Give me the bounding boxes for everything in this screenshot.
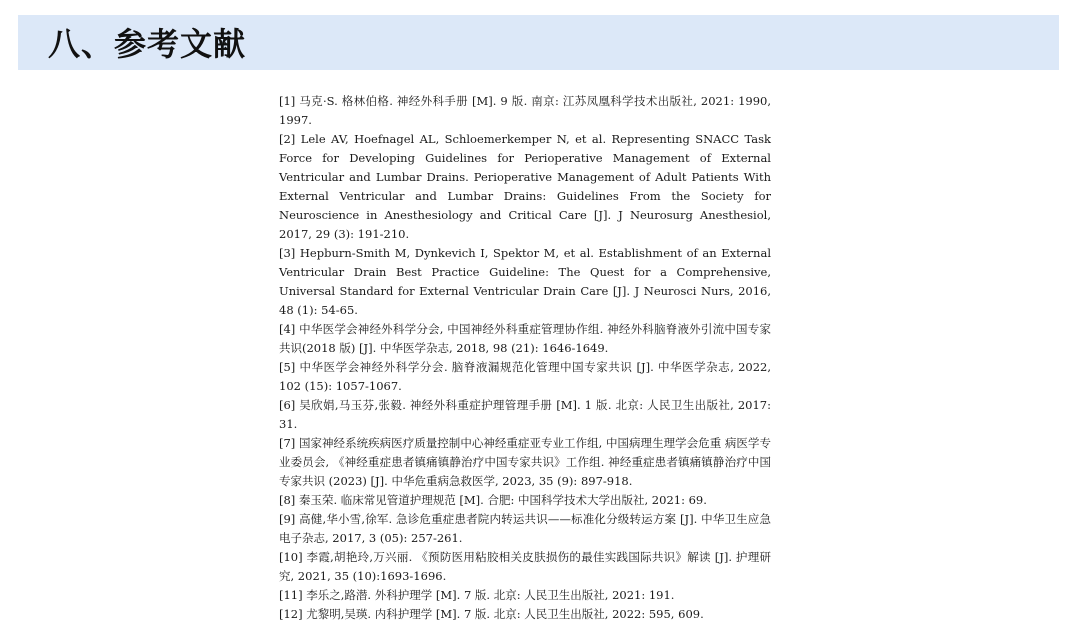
reference-list bbox=[279, 92, 771, 624]
reference-item: [9] 高健,华小雪,徐军. 急诊危重症患者院内转运共识——标准化分级转运方案 [J]. 中华卫生应急电子杂志, 2017, 3 (05): 257-261. bbox=[279, 512, 771, 545]
reference-item: [10] 李霞,胡艳玲,万兴丽. 《预防医用粘胶相关皮肤损伤的最佳实践国际共识》解读 [J]. 护理研究, 2021, 35 (10):1693-1696. bbox=[279, 550, 771, 583]
page-title: 八、参考文献 bbox=[48, 25, 247, 63]
reference-item: [8] 秦玉荣. 临床常见管道护理规范 [M]. 合肥: 中国科学技术大学出版社, 2021: 69. bbox=[279, 493, 707, 507]
reference-item: [6] 吴欣娟,马玉芬,张毅. 神经外科重症护理管理手册 [M]. 1 版. 北京: 人民卫生出版社, 2017: 31. bbox=[279, 398, 771, 431]
reference-item: [7] 国家神经系统疾病医疗质量控制中心神经重症亚专业工作组, 中国病理生理学会危重 病医学专业委员会, 《神经重症患者镇痛镇静治疗中国专家共识》工作组. 神经重症患者镇痛镇静治疗中国专家共识 (2023) [J]. 中华危重病急救医学, 2023, 35 (9): 897-918. bbox=[279, 436, 771, 488]
reference-item: [5] 中华医学会神经外科学分会. 脑脊液漏规范化管理中国专家共识 [J]. 中华医学杂志, 2022, 102 (15): 1057-1067. bbox=[279, 360, 771, 393]
reference-item: [12] 尤黎明,吴瑛. 内科护理学 [M]. 7 版. 北京: 人民卫生出版社, 2022: 595, 609. bbox=[279, 607, 704, 621]
reference-item: [2] Lele AV, Hoefnagel AL, Schloemerkemper N, et al. Representing SNACC Task Force for Developing Guidelines for Perioperative Management of External Ventricular and Lumbar Drains. Perioperative Management of Adult Patients With External Ventricular and Lumbar Drains: Guidelines From the Society for Neuroscience in Anesthesiology and Critical Care [J]. J Neurosurg Anesthesiol, 2017, 29 (3): 191-210. bbox=[279, 132, 771, 241]
reference-item: [1] 马克·S. 格林伯格. 神经外科手册 [M]. 9 版. 南京: 江苏凤凰科学技术出版社, 2021: 1990, 1997. bbox=[279, 94, 771, 127]
reference-item: [11] 李乐之,路潜. 外科护理学 [M]. 7 版. 北京: 人民卫生出版社, 2021: 191. bbox=[279, 588, 675, 602]
reference-item: [3] Hepburn-Smith M, Dynkevich I, Spektor M, et al. Establishment of an External Ventricular Drain Best Practice Guideline: The Quest for a Comprehensive, Universal Standard for External Ventricular Drain Care [J]. J Neurosci Nurs, 2016, 48 (1): 54-65. bbox=[279, 246, 771, 317]
reference-item: [4] 中华医学会神经外科学分会, 中国神经外科重症管理协作组. 神经外科脑脊液外引流中国专家共识(2018 版) [J]. 中华医学杂志, 2018, 98 (21): 1646-1649. bbox=[279, 322, 771, 355]
